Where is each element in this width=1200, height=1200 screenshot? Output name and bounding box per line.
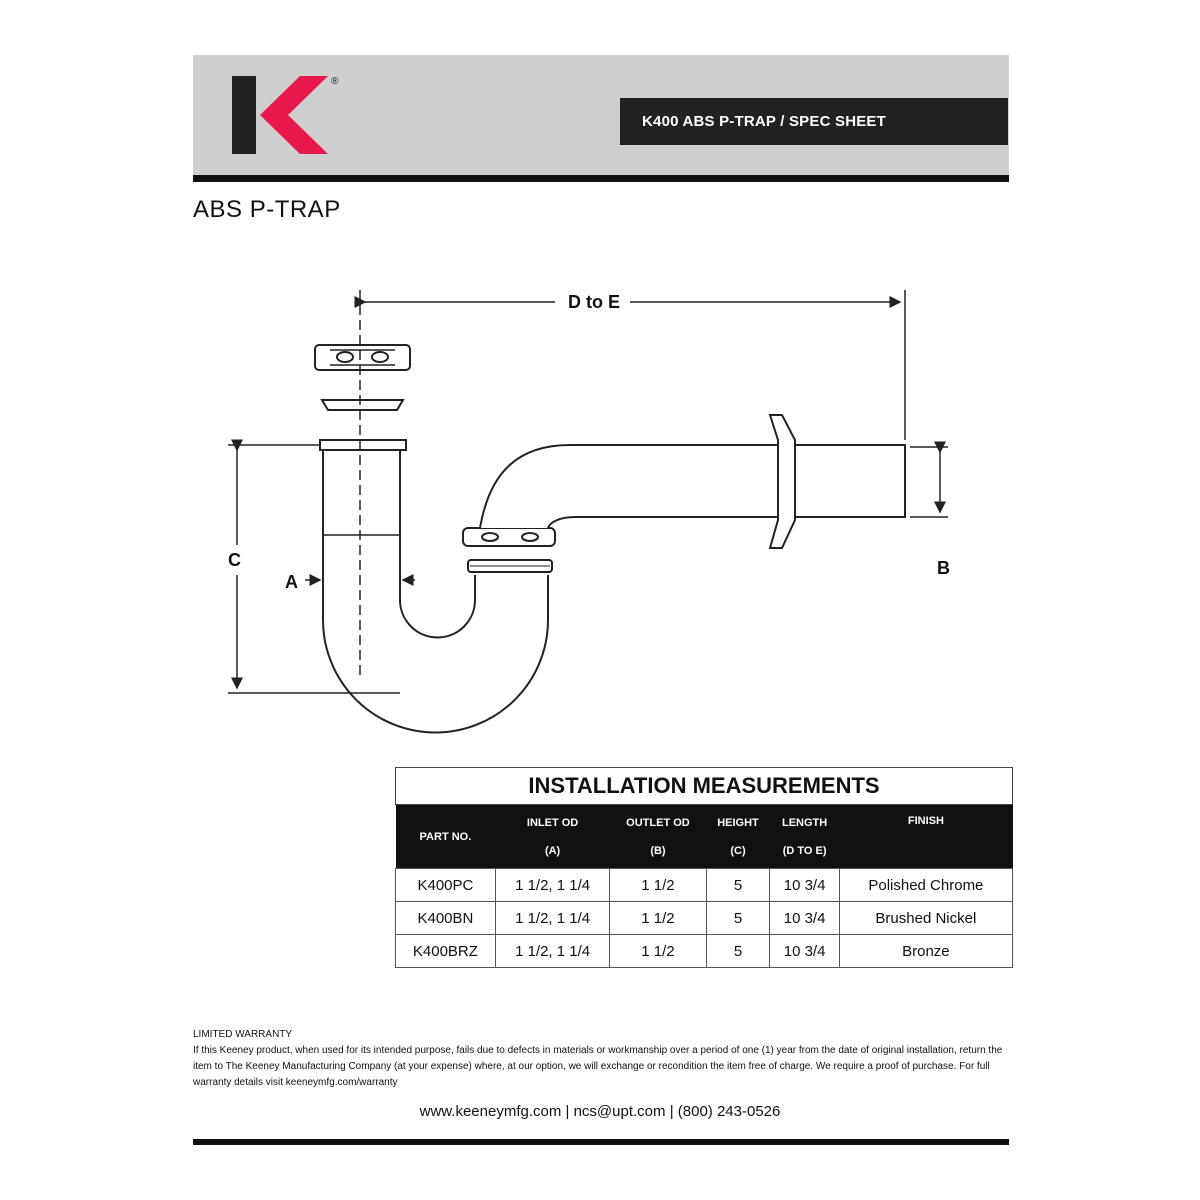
dimension-label-c: C bbox=[228, 550, 241, 570]
cell-outlet-od: 1 1/2 bbox=[610, 869, 706, 902]
dimension-label-b: B bbox=[937, 558, 950, 578]
dimension-label-d-to-e: D to E bbox=[568, 292, 620, 312]
separator: | bbox=[565, 1103, 570, 1120]
trap-arm-pipe bbox=[480, 445, 905, 528]
cell-outlet-od: 1 1/2 bbox=[610, 935, 706, 968]
cell-finish: Brushed Nickel bbox=[839, 902, 1012, 935]
website-link[interactable]: www.keeneymfg.com bbox=[419, 1103, 562, 1120]
header-outlet-od: OUTLET OD (B) bbox=[610, 805, 706, 869]
email-link[interactable]: ncs@upt.com bbox=[573, 1103, 666, 1120]
registered-mark: ® bbox=[331, 76, 339, 87]
header-height: HEIGHT (C) bbox=[706, 805, 770, 869]
table-header-row bbox=[396, 805, 1013, 869]
cell-height: 5 bbox=[706, 902, 770, 935]
cell-inlet-od: 1 1/2, 1 1/4 bbox=[495, 869, 610, 902]
phone-number: (800) 243-0526 bbox=[677, 1103, 781, 1120]
cell-length: 10 3/4 bbox=[770, 902, 839, 935]
cell-finish: Polished Chrome bbox=[839, 869, 1012, 902]
contact-footer bbox=[0, 1103, 1200, 1120]
spec-sheet-title: K400 ABS P-TRAP / SPEC SHEET bbox=[620, 98, 1008, 145]
cell-outlet-od: 1 1/2 bbox=[610, 902, 706, 935]
cell-length: 10 3/4 bbox=[770, 935, 839, 968]
cell-finish: Bronze bbox=[839, 935, 1012, 968]
cell-length: 10 3/4 bbox=[770, 869, 839, 902]
warranty-text: If this Keeney product, when used for its intended purpose, fails due to defects in materials or workmanship over a period of one (1) year from the date of original installation, return the item to The Keeney Manufacturing Company (at your expense) where, at our option, we will exchange or recondition the item free of charge. We require a proof of purchase. For full warranty details visit keeneymfg.com/warranty bbox=[193, 1045, 1003, 1088]
header-part-no: PART NO. bbox=[396, 805, 496, 869]
table-caption: INSTALLATION MEASUREMENTS bbox=[396, 768, 1013, 805]
cell-height: 5 bbox=[706, 869, 770, 902]
header-inlet-od: INLET OD (A) bbox=[495, 805, 610, 869]
installation-measurements-table bbox=[395, 767, 1013, 968]
footer-rule bbox=[193, 1139, 1009, 1145]
cell-inlet-od: 1 1/2, 1 1/4 bbox=[495, 902, 610, 935]
header-length: LENGTH (D TO E) bbox=[770, 805, 839, 869]
slip-nut-top bbox=[315, 345, 410, 370]
cell-part-no: K400BN bbox=[396, 902, 496, 935]
cell-part-no: K400PC bbox=[396, 869, 496, 902]
slip-nut-middle bbox=[463, 528, 555, 546]
table-row bbox=[396, 935, 1013, 968]
dimension-label-a: A bbox=[285, 572, 298, 592]
table-row bbox=[396, 869, 1013, 902]
cell-inlet-od: 1 1/2, 1 1/4 bbox=[495, 935, 610, 968]
table-row bbox=[396, 902, 1013, 935]
product-subtitle: ABS P-TRAP bbox=[193, 196, 341, 223]
cell-height: 5 bbox=[706, 935, 770, 968]
slip-washer bbox=[322, 400, 403, 410]
warranty-section bbox=[193, 1027, 1003, 1091]
separator: | bbox=[669, 1103, 674, 1120]
warranty-title: LIMITED WARRANTY bbox=[193, 1029, 293, 1040]
cell-part-no: K400BRZ bbox=[396, 935, 496, 968]
header-finish: FINISH bbox=[839, 805, 1012, 869]
